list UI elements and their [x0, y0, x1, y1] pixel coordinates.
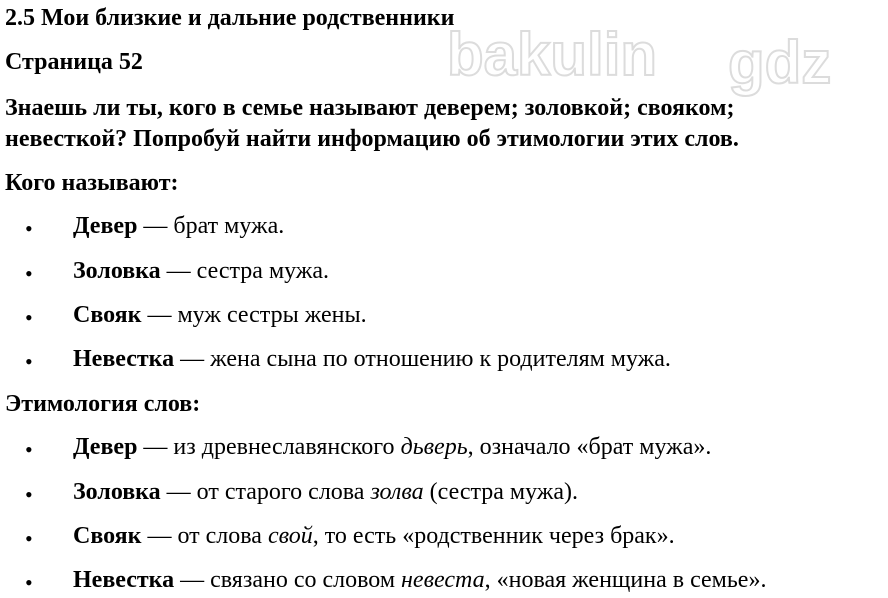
list-item — [73, 521, 675, 551]
definition: — жена сына по отношению к родителям мужа. — [174, 346, 671, 372]
bullet-marker: • — [25, 437, 33, 462]
definition: — сестра мужа. — [160, 258, 330, 284]
bullet-marker: • — [25, 216, 33, 241]
list-item — [73, 211, 284, 241]
term: Свояк — [73, 302, 142, 328]
etymology-text: (сестра мужа). — [423, 479, 579, 505]
section-1-title: Кого называют: — [5, 170, 179, 196]
watermark-bakulin: bakulin — [447, 21, 658, 88]
etymology-text: , означало «брат мужа». — [467, 434, 712, 460]
source-word: золва — [370, 479, 424, 505]
section-heading: 2.5 Мои близкие и дальние родственники — [5, 5, 455, 31]
term: Девер — [73, 213, 138, 239]
term: Невестка — [73, 567, 175, 593]
list-item — [73, 344, 671, 374]
bullet-marker: • — [25, 349, 33, 374]
bullet-marker: • — [25, 261, 33, 286]
etymology-text: — из древнеславянского — [137, 434, 401, 460]
list-item — [73, 256, 329, 286]
etymology-text: , «новая женщина в семье». — [484, 567, 767, 593]
list-item — [73, 477, 578, 507]
term: Золовка — [73, 258, 161, 284]
list-item — [73, 565, 766, 595]
bullet-marker: • — [25, 526, 33, 551]
term: Золовка — [73, 479, 161, 505]
bullet-marker: • — [25, 305, 33, 330]
list-item — [73, 432, 711, 462]
question-line-2: невесткой? Попробуй найти информацию об этимологии этих слов. — [5, 126, 739, 152]
bullet-marker: • — [25, 482, 33, 507]
section-2-title: Этимология слов: — [5, 391, 201, 417]
etymology-text: — от слова — [141, 523, 268, 549]
watermark-gdz: gdz — [728, 29, 832, 96]
source-word: свой — [267, 523, 313, 549]
source-word: дьверь — [400, 434, 468, 460]
term: Девер — [73, 434, 138, 460]
etymology-text: — от старого слова — [160, 479, 371, 505]
bullet-marker: • — [25, 570, 33, 595]
term: Свояк — [73, 523, 142, 549]
definition: — брат мужа. — [137, 213, 285, 239]
question-line-1: Знаешь ли ты, кого в семье называют деверем; золовкой; свояком; — [5, 95, 735, 121]
list-item — [73, 300, 367, 330]
source-word: невеста — [401, 567, 485, 593]
etymology-text: , то есть «родственник через брак». — [312, 523, 675, 549]
term: Невестка — [73, 346, 175, 372]
page-label: Страница 52 — [5, 49, 143, 75]
etymology-text: — связано со словом — [174, 567, 402, 593]
definition: — муж сестры жены. — [141, 302, 367, 328]
